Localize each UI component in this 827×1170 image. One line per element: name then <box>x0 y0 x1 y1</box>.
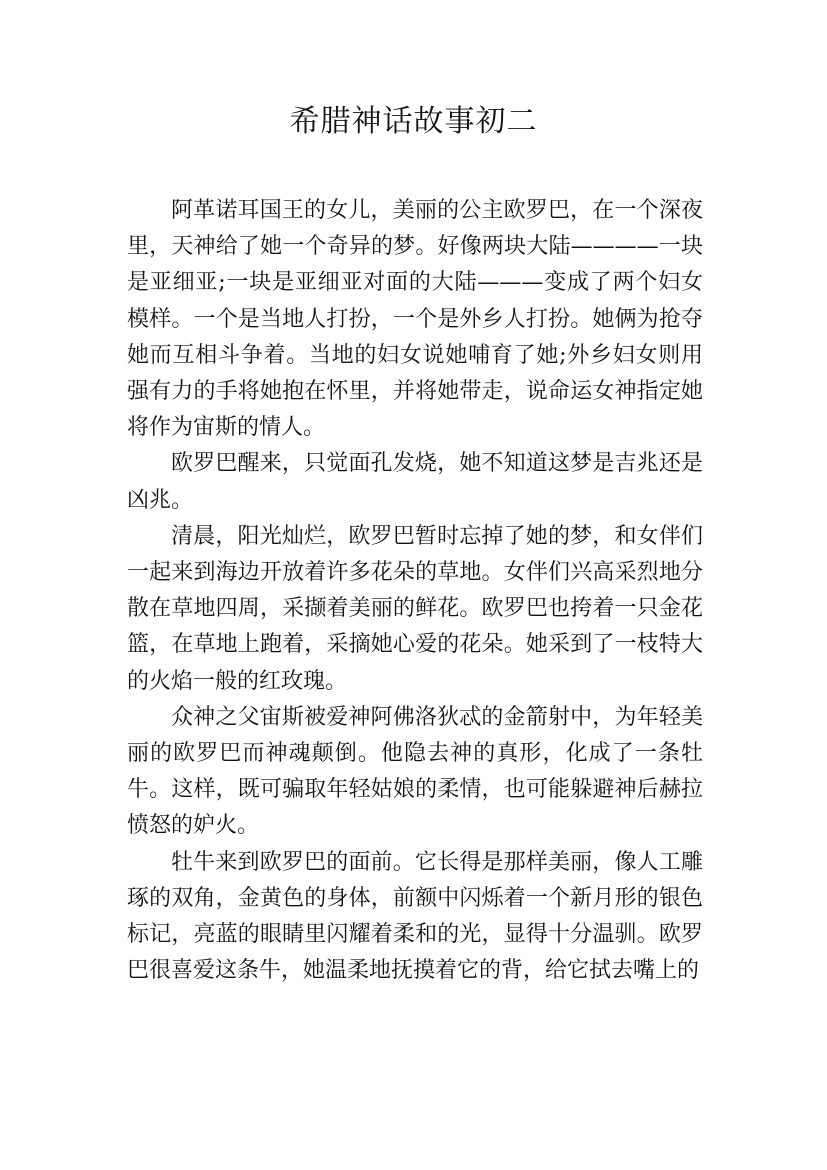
document-body <box>127 193 703 989</box>
paragraph-3: 清晨，阳光灿烂，欧罗巴暂时忘掉了她的梦，和女伴们一起来到海边开放着许多花朵的草地。女伴们兴高采烈地分散在草地四周，采撷着美丽的鲜花。欧罗巴也挎着一只金花篮，在草地上跑着，采摘她心爱的花朵。她采到了一枝特大的火焰一般的红玫瑰。 <box>127 523 703 694</box>
paragraph-1: 阿革诺耳国王的女儿，美丽的公主欧罗巴，在一个深夜里，天神给了她一个奇异的梦。好像两块大陆————一块是亚细亚;一块是亚细亚对面的大陆———变成了两个妇女模样。一个是当地人打扮，一个是外乡人打扮。她俩为抢夺她而互相斗争着。当地的妇女说她哺育了她;外乡妇女则用强有力的手将她抱在怀里，并将她带走，说命运女神指定她将作为宙斯的情人。 <box>127 198 703 441</box>
paragraph-4: 众神之父宙斯被爱神阿佛洛狄忒的金箭射中，为年轻美丽的欧罗巴而神魂颠倒。他隐去神的真形，化成了一条牡牛。这样，既可骗取年轻姑娘的柔情，也可能躲避神后赫拉愤怒的妒火。 <box>127 704 703 839</box>
document-title: 希腊神话故事初二 <box>289 104 538 139</box>
paragraph-2: 欧罗巴醒来，只觉面孔发烧，她不知道这梦是吉兆还是凶兆。 <box>127 451 703 513</box>
paragraph-5: 牡牛来到欧罗巴的面前。它长得是那样美丽，像人工雕琢的双角，金黄色的身体，前额中闪烁着一个新月形的银色标记，亮蓝的眼睛里闪耀着柔和的光，显得十分温驯。欧罗巴很喜爱这条牛，她温柔地抚摸着它的背，给它拭去嘴上的 <box>127 849 703 984</box>
